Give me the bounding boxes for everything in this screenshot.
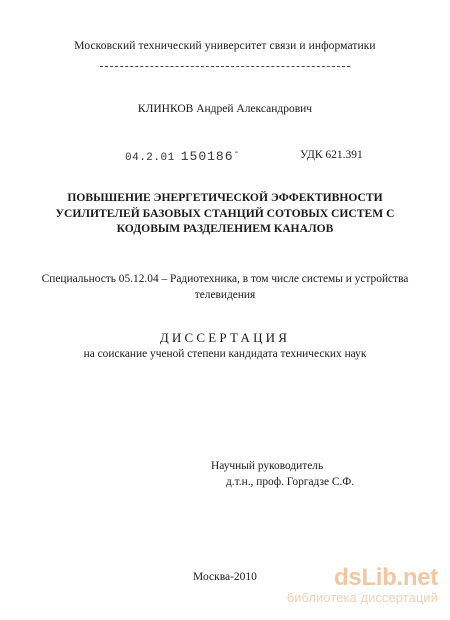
stamp-mark: -: [233, 148, 241, 159]
thesis-title: [0, 190, 450, 237]
university-name: Московский технический университет связи и информатики: [74, 40, 376, 52]
supervisor-name: д.т.н., проф. Горгадзе С.Ф.: [226, 476, 355, 488]
specialty: [0, 272, 450, 303]
watermark-logo: dsLib.net: [334, 564, 438, 591]
stamp-date: 04.2.01: [125, 152, 175, 164]
author-name: КЛИНКОВ Андрей Александрович: [137, 103, 313, 115]
dissertation-heading: ДИССЕРТАЦИЯ: [159, 330, 291, 345]
watermark-subtitle: библиотека диссертаций: [286, 591, 438, 605]
specialty-line: Специальность 05.12.04 – Радиотехника, в том числе системы и устройства: [41, 273, 409, 285]
header-divider: [100, 66, 350, 67]
stamp-number: 150186: [180, 149, 234, 164]
city-year: Москва-2010: [193, 571, 257, 583]
dissertation-subheading: на соискание ученой степени кандидата технических наук: [83, 348, 367, 360]
udc-code: УДК 621.391: [300, 149, 363, 161]
thesis-title-line: ПОВЫШЕНИЕ ЭНЕРГЕТИЧЕСКОЙ ЭФФЕКТИВНОСТИ: [67, 191, 383, 204]
library-stamp: [125, 148, 240, 164]
thesis-title-line: КОДОВЫМ РАЗДЕЛЕНИЕМ КАНАЛОВ: [116, 222, 334, 235]
supervisor-label: Научный руководитель: [211, 460, 324, 472]
specialty-line: телевидения: [194, 288, 256, 301]
watermark: [287, 566, 438, 606]
thesis-title-line: УСИЛИТЕЛЕЙ БАЗОВЫХ СТАНЦИЙ СОТОВЫХ СИСТЕМ С: [55, 206, 395, 220]
